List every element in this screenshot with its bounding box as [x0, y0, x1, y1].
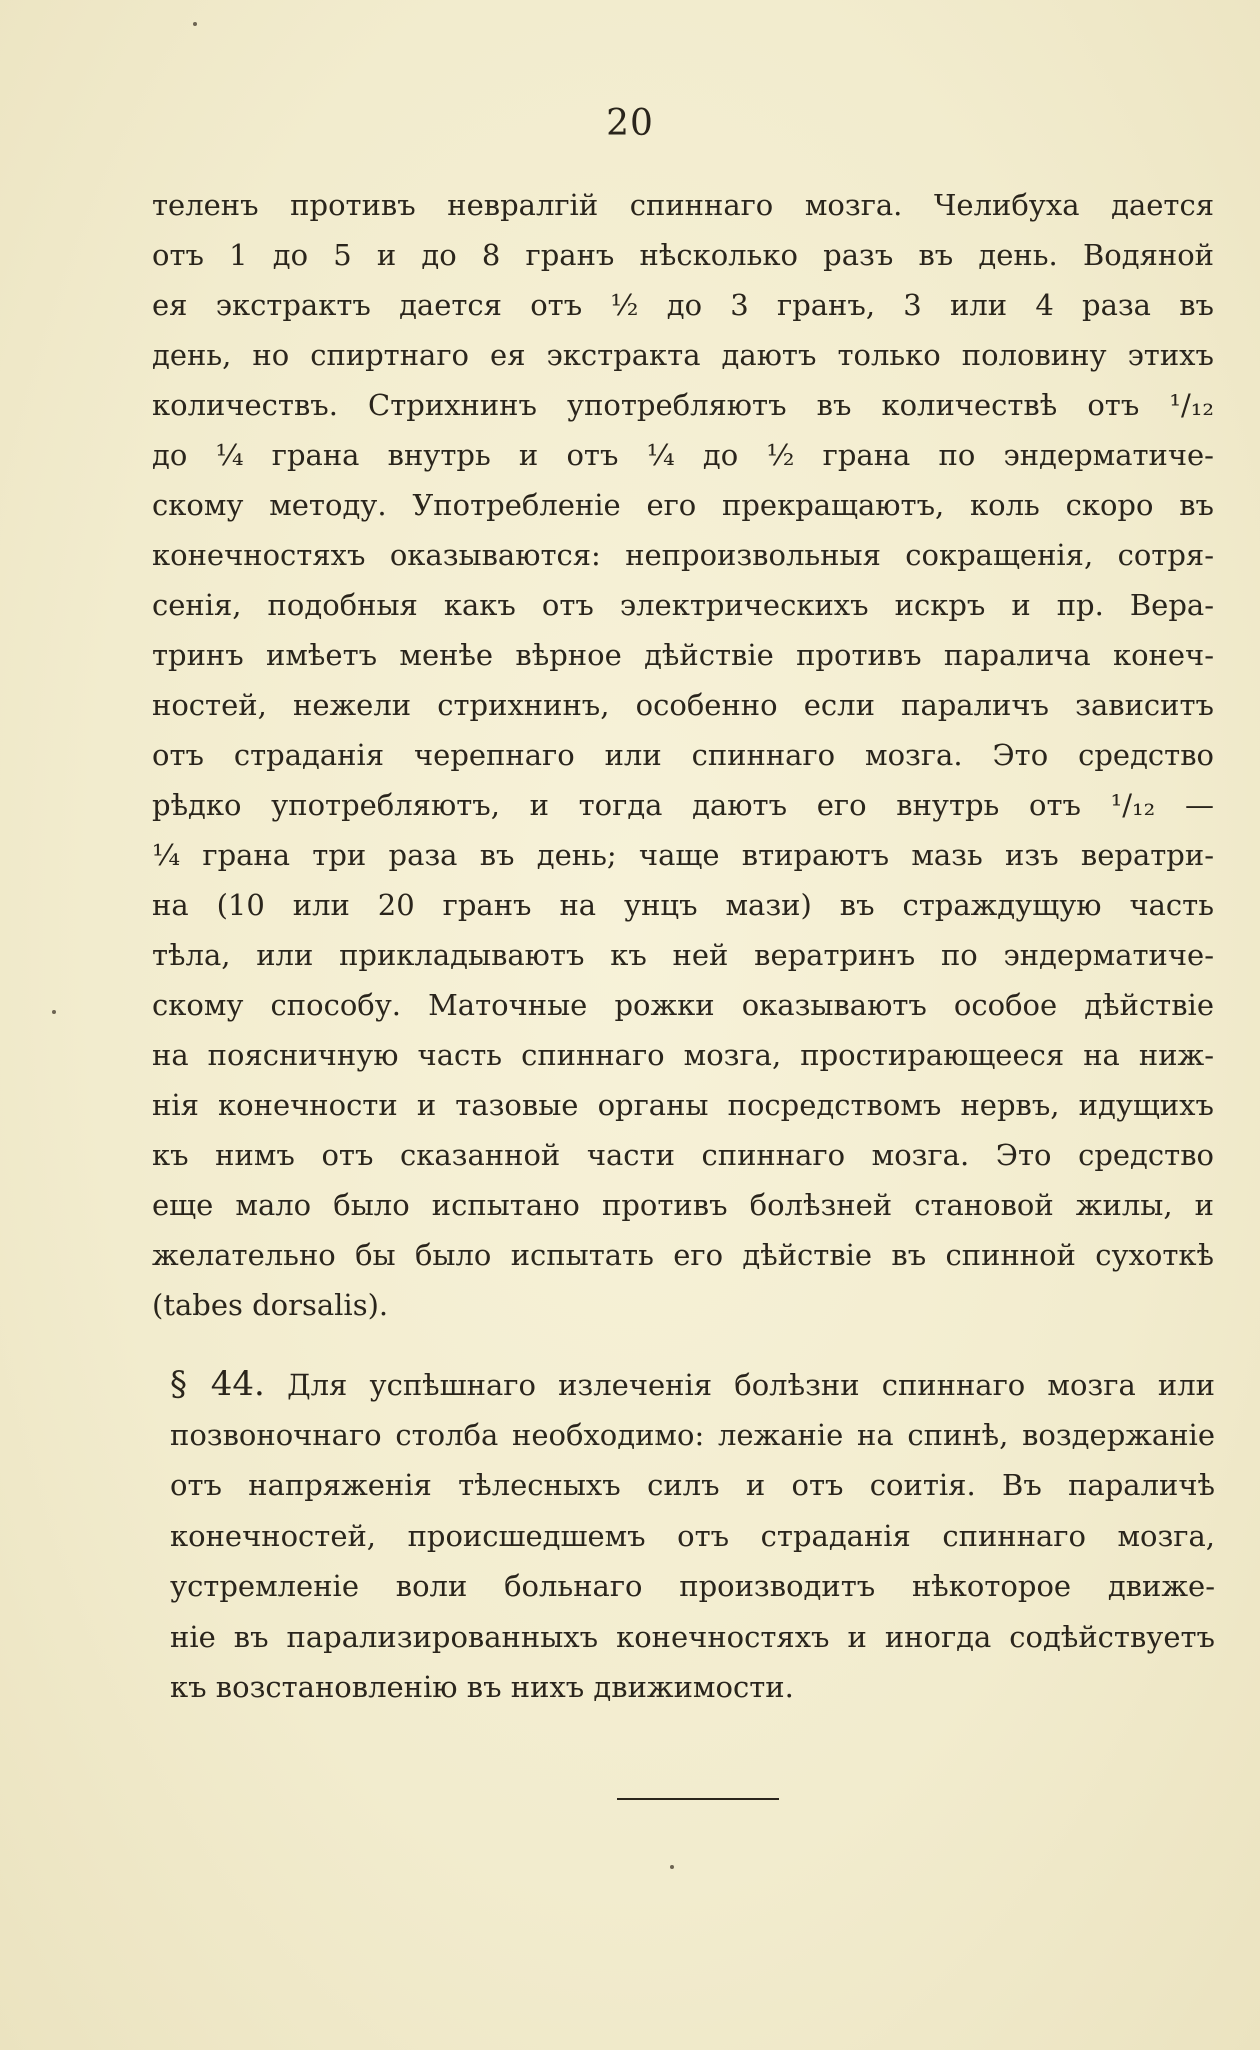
text-line: (tabes dorsalis). — [152, 1288, 389, 1322]
paper-speck — [52, 1010, 56, 1014]
text-line: ея экстрактъ дается отъ ½ до 3 гранъ, 3 или 4 раза въ — [152, 288, 1214, 322]
text-line: устремленіе воли больнаго производитъ нѣкоторое движе- — [170, 1569, 1215, 1603]
text-line: сенія, подобныя какъ отъ электрическихъ искръ и пр. Вера- — [152, 588, 1214, 622]
text-line: на поясничную часть спиннаго мозга, простирающееся на ниж- — [152, 1038, 1214, 1072]
text-line: на (10 или 20 гранъ на унцъ мази) въ страждущую часть — [152, 888, 1214, 922]
text-line: тѣла, или прикладываютъ къ ней вератринъ по эндерматиче- — [152, 938, 1214, 972]
text-line: отъ напряженія тѣлесныхъ силъ и отъ соитія. Въ параличѣ — [170, 1468, 1215, 1502]
text-line: теленъ противъ невралгій спиннаго мозга. Челибуха дается — [152, 188, 1214, 222]
text-line: позвоночнаго столба необходимо: лежаніе на спинѣ, воздержаніе — [170, 1417, 1215, 1452]
paragraph-44 — [170, 1359, 1215, 1713]
text-line: къ нимъ отъ сказанной части спиннаго мозга. Это средство — [152, 1138, 1214, 1172]
text-line: день, но спиртнаго ея экстракта даютъ только половину этихъ — [152, 338, 1214, 372]
text-line-content: Для успѣшнаго излеченія болѣзни спиннаго мозга или — [287, 1368, 1215, 1402]
page-number: 20 — [606, 103, 654, 144]
paragraph-43-continuation — [152, 180, 1214, 1330]
section-number: § 44. — [170, 1364, 265, 1404]
text-line: до ¼ грана внутрь и отъ ¼ до ½ грана по эндерматиче- — [152, 438, 1214, 472]
text-line: желательно бы было испытать его дѣйствіе въ спинной сухоткѣ — [152, 1238, 1214, 1272]
text-line: къ возстановленію въ нихъ движимости. — [170, 1670, 794, 1704]
text-line: рѣдко употребляютъ, и тогда даютъ его внутрь отъ ¹/₁₂ — — [152, 788, 1214, 822]
text-line: конечностяхъ оказываются: непроизвольныя сокращенія, сотря- — [152, 538, 1214, 572]
text-line: еще мало было испытано противъ болѣзней становой жилы, и — [152, 1188, 1214, 1222]
text-line: количествъ. Стрихнинъ употребляютъ въ количествѣ отъ ¹/₁₂ — [152, 388, 1214, 422]
text-line: ¼ грана три раза въ день; чаще втираютъ мазь изъ вератри- — [152, 838, 1214, 872]
text-line: тринъ имѣетъ менѣе вѣрное дѣйствіе противъ паралича конеч- — [152, 638, 1214, 672]
text-line: скому методу. Употребленіе его прекращаютъ, коль скоро въ — [152, 488, 1214, 522]
paper-speck — [670, 1865, 674, 1869]
text-line: скому способу. Маточные рожки оказываютъ особое дѣйствіе — [152, 988, 1214, 1022]
text-line: ніе въ парализированныхъ конечностяхъ и иногда содѣйствуетъ — [170, 1619, 1215, 1654]
text-line: отъ 1 до 5 и до 8 гранъ нѣсколько разъ въ день. Водяной — [152, 238, 1214, 272]
text-line: ностей, нежели стрихнинъ, особенно если параличъ зависитъ — [152, 688, 1214, 722]
section-divider-rule — [617, 1798, 779, 1800]
text-line — [170, 1359, 1215, 1410]
text-line: отъ страданія черепнаго или спиннаго мозга. Это средство — [152, 738, 1214, 772]
paper-speck — [193, 22, 197, 26]
text-line: конечностей, происшедшемъ отъ страданія спиннаго мозга, — [170, 1518, 1215, 1553]
text-line: нія конечности и тазовые органы посредствомъ нервъ, идущихъ — [152, 1088, 1214, 1122]
